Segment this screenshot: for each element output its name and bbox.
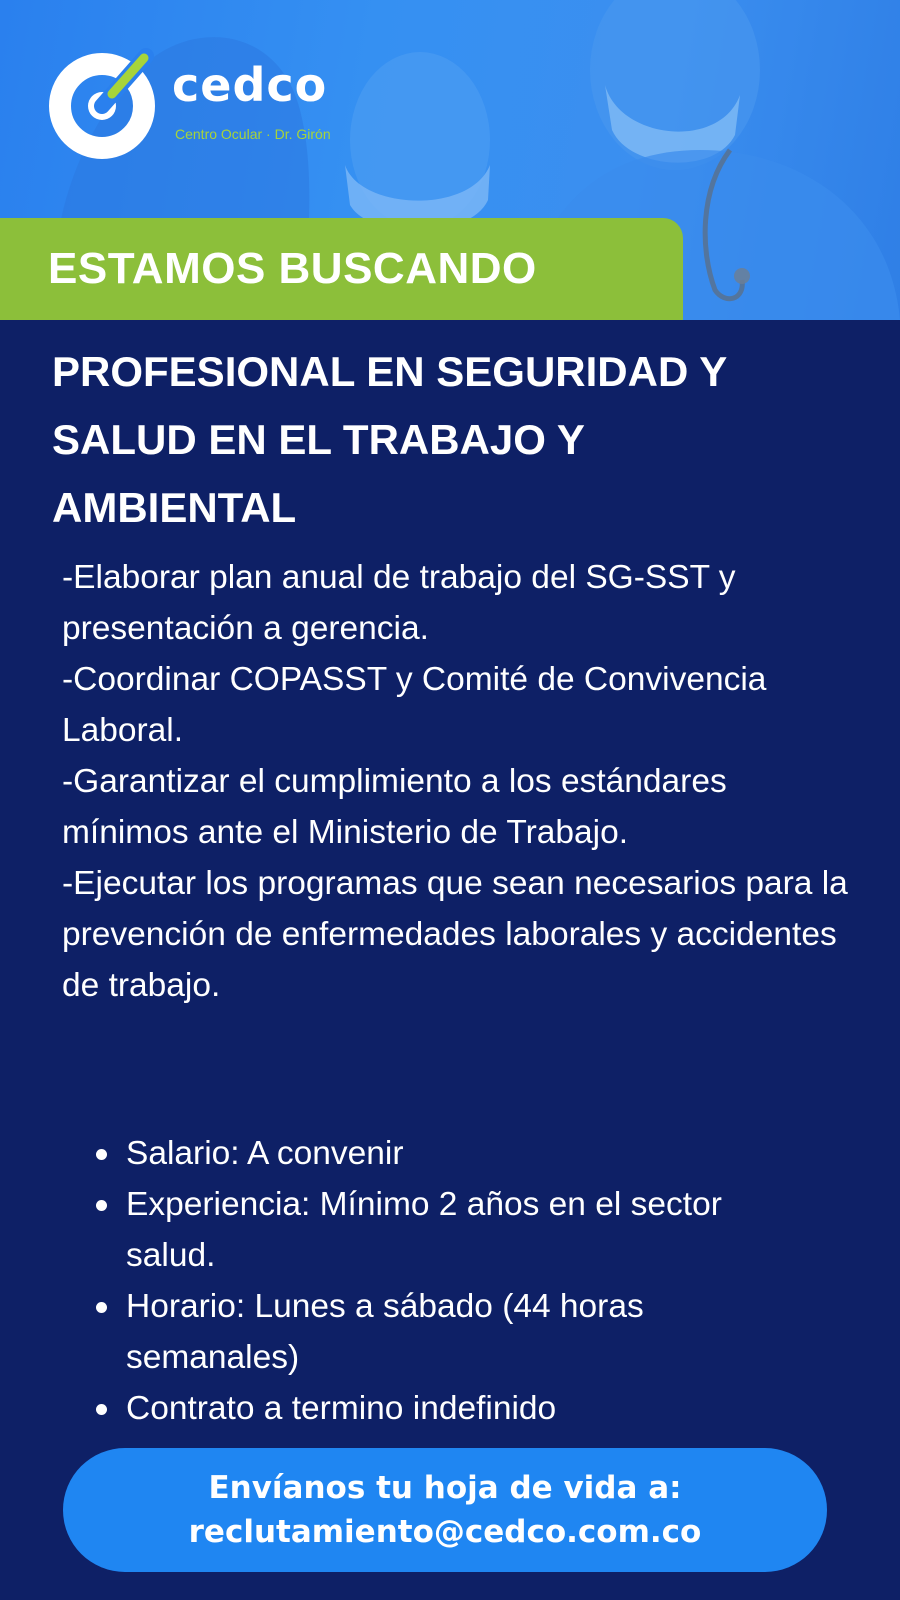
brand-tagline: Centro Ocular · Dr. Girón: [175, 126, 331, 142]
duty-item: -Elaborar plan anual de trabajo del SG-SST y presentación a gerencia.: [62, 559, 736, 647]
duty-item: -Coordinar COPASST y Comité de Convivencia Laboral.: [62, 661, 767, 749]
bullet-icon: [96, 1302, 107, 1313]
duty-item: -Garantizar el cumplimiento a los estándares mínimos ante el Ministerio de Trabajo.: [62, 763, 727, 851]
apply-email-button[interactable]: [63, 1448, 827, 1572]
detail-item: [92, 1128, 792, 1179]
duties-list: [62, 552, 862, 1011]
cta-email-link[interactable]: reclutamiento@cedco.com.co: [188, 1514, 702, 1550]
detail-item: [92, 1281, 792, 1383]
detail-text: Horario: Lunes a sábado (44 horas semanales): [126, 1288, 644, 1376]
bullet-icon: [96, 1200, 107, 1211]
detail-item: [92, 1383, 792, 1434]
hiring-ribbon: [0, 218, 683, 320]
detail-text: Experiencia: Mínimo 2 años en el sector salud.: [126, 1186, 722, 1274]
job-title-line: PROFESIONAL EN SEGURIDAD Y: [52, 348, 728, 395]
cta-prompt: Envíanos tu hoja de vida a:: [208, 1470, 682, 1506]
cedco-logo: [46, 48, 366, 168]
eye-ring-icon: [46, 48, 158, 160]
job-title-line: SALUD EN EL TRABAJO Y: [52, 416, 585, 463]
brand-name: cedco: [172, 58, 328, 112]
ribbon-label: ESTAMOS BUSCANDO: [48, 244, 537, 293]
detail-item: [92, 1179, 792, 1281]
bullet-icon: [96, 1404, 107, 1415]
detail-text: Contrato a termino indefinido: [126, 1390, 557, 1427]
job-title: [52, 338, 852, 542]
detail-text: Salario: A convenir: [126, 1135, 404, 1172]
job-title-line: AMBIENTAL: [52, 484, 297, 531]
bullet-icon: [96, 1149, 107, 1160]
duty-item: -Ejecutar los programas que sean necesarios para la prevención de enfermedades laborales y accidentes de trabajo.: [62, 865, 848, 1004]
job-details-list: [92, 1128, 792, 1434]
